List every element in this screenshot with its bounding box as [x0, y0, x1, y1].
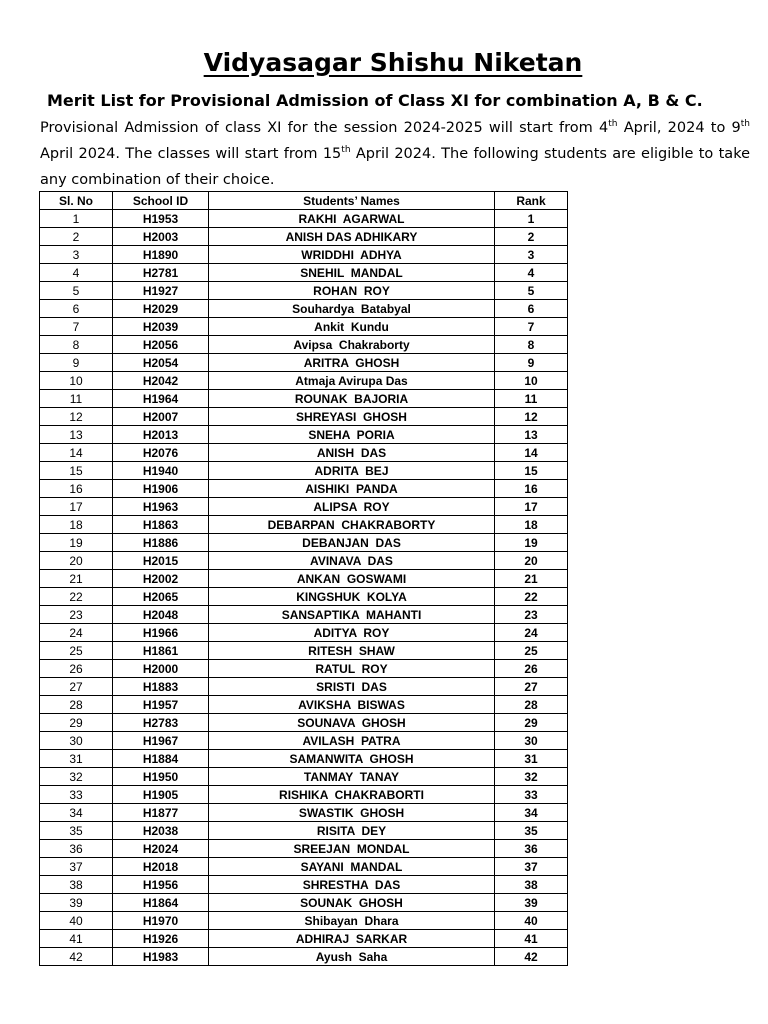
- school-id-cell: H1883: [113, 678, 209, 696]
- table-row: [40, 948, 568, 966]
- school-id-cell: H1940: [113, 462, 209, 480]
- table-row: [40, 210, 568, 228]
- school-id-cell: H2038: [113, 822, 209, 840]
- sl-no-cell: 3: [40, 246, 113, 264]
- sl-no-cell: 19: [40, 534, 113, 552]
- table-row: [40, 858, 568, 876]
- table-body: [40, 210, 568, 966]
- table-row: [40, 300, 568, 318]
- rank-cell: 11: [495, 390, 568, 408]
- rank-cell: 26: [495, 660, 568, 678]
- rank-cell: 31: [495, 750, 568, 768]
- student-name-cell: SAMANWITA GHOSH: [209, 750, 495, 768]
- student-name-cell: ADRITA BEJ: [209, 462, 495, 480]
- sl-no-cell: 1: [40, 210, 113, 228]
- student-name-cell: SANSAPTIKA MAHANTI: [209, 606, 495, 624]
- school-id-cell: H1863: [113, 516, 209, 534]
- sl-no-cell: 42: [40, 948, 113, 966]
- school-id-cell: H1957: [113, 696, 209, 714]
- sl-no-cell: 33: [40, 786, 113, 804]
- sl-no-cell: 4: [40, 264, 113, 282]
- rank-cell: 8: [495, 336, 568, 354]
- student-name-cell: RISHIKA CHAKRABORTI: [209, 786, 495, 804]
- sl-no-cell: 13: [40, 426, 113, 444]
- sl-no-cell: 39: [40, 894, 113, 912]
- rank-cell: 40: [495, 912, 568, 930]
- school-id-cell: H1970: [113, 912, 209, 930]
- sl-no-cell: 22: [40, 588, 113, 606]
- table-row: [40, 462, 568, 480]
- student-name-cell: SREEJAN MONDAL: [209, 840, 495, 858]
- school-id-cell: H1864: [113, 894, 209, 912]
- sl-no-cell: 2: [40, 228, 113, 246]
- sl-no-cell: 7: [40, 318, 113, 336]
- sl-no-cell: 28: [40, 696, 113, 714]
- merit-table: [39, 191, 568, 966]
- table-row: [40, 336, 568, 354]
- school-id-cell: H1964: [113, 390, 209, 408]
- sl-no-cell: 35: [40, 822, 113, 840]
- table-row: [40, 228, 568, 246]
- table-row: [40, 678, 568, 696]
- rank-cell: 7: [495, 318, 568, 336]
- rank-cell: 13: [495, 426, 568, 444]
- sl-no-cell: 23: [40, 606, 113, 624]
- column-header-rank: Rank: [495, 192, 568, 210]
- rank-cell: 29: [495, 714, 568, 732]
- table-row: [40, 912, 568, 930]
- student-name-cell: WRIDDHI ADHYA: [209, 246, 495, 264]
- student-name-cell: DEBANJAN DAS: [209, 534, 495, 552]
- student-name-cell: ADITYA ROY: [209, 624, 495, 642]
- rank-cell: 3: [495, 246, 568, 264]
- student-name-cell: SHREYASI GHOSH: [209, 408, 495, 426]
- student-name-cell: SWASTIK GHOSH: [209, 804, 495, 822]
- column-header-school-id: School ID: [113, 192, 209, 210]
- sl-no-cell: 26: [40, 660, 113, 678]
- sl-no-cell: 16: [40, 480, 113, 498]
- sl-no-cell: 32: [40, 768, 113, 786]
- sl-no-cell: 8: [40, 336, 113, 354]
- sl-no-cell: 34: [40, 804, 113, 822]
- sl-no-cell: 5: [40, 282, 113, 300]
- sl-no-cell: 31: [40, 750, 113, 768]
- student-name-cell: DEBARPAN CHAKRABORTY: [209, 516, 495, 534]
- rank-cell: 17: [495, 498, 568, 516]
- school-id-cell: H2065: [113, 588, 209, 606]
- sl-no-cell: 25: [40, 642, 113, 660]
- table-row: [40, 696, 568, 714]
- table-row: [40, 894, 568, 912]
- table-row: [40, 642, 568, 660]
- student-name-cell: SRISTI DAS: [209, 678, 495, 696]
- school-id-cell: H1884: [113, 750, 209, 768]
- table-row: [40, 876, 568, 894]
- table-row: [40, 768, 568, 786]
- student-name-cell: ANISH DAS ADHIKARY: [209, 228, 495, 246]
- table-row: [40, 534, 568, 552]
- table-row: [40, 282, 568, 300]
- rank-cell: 12: [495, 408, 568, 426]
- table-row: [40, 426, 568, 444]
- school-id-cell: H2054: [113, 354, 209, 372]
- student-name-cell: SOUNAK GHOSH: [209, 894, 495, 912]
- rank-cell: 36: [495, 840, 568, 858]
- student-name-cell: Shibayan Dhara: [209, 912, 495, 930]
- sl-no-cell: 10: [40, 372, 113, 390]
- student-name-cell: ADHIRAJ SARKAR: [209, 930, 495, 948]
- student-name-cell: SNEHA PORIA: [209, 426, 495, 444]
- column-header-sl-no: Sl. No: [40, 192, 113, 210]
- sl-no-cell: 37: [40, 858, 113, 876]
- school-id-cell: H1861: [113, 642, 209, 660]
- rank-cell: 34: [495, 804, 568, 822]
- sl-no-cell: 30: [40, 732, 113, 750]
- rank-cell: 32: [495, 768, 568, 786]
- sl-no-cell: 21: [40, 570, 113, 588]
- table-row: [40, 714, 568, 732]
- table-row: [40, 822, 568, 840]
- sl-no-cell: 9: [40, 354, 113, 372]
- school-id-cell: H2029: [113, 300, 209, 318]
- rank-cell: 1: [495, 210, 568, 228]
- rank-cell: 22: [495, 588, 568, 606]
- table-row: [40, 498, 568, 516]
- table-row: [40, 660, 568, 678]
- table-header-row: [40, 192, 568, 210]
- rank-cell: 42: [495, 948, 568, 966]
- school-id-cell: H1953: [113, 210, 209, 228]
- rank-cell: 20: [495, 552, 568, 570]
- admission-notice: [40, 115, 750, 193]
- student-name-cell: AVILASH PATRA: [209, 732, 495, 750]
- rank-cell: 5: [495, 282, 568, 300]
- sl-no-cell: 14: [40, 444, 113, 462]
- school-id-cell: H1956: [113, 876, 209, 894]
- sl-no-cell: 11: [40, 390, 113, 408]
- table-row: [40, 786, 568, 804]
- student-name-cell: ARITRA GHOSH: [209, 354, 495, 372]
- school-id-cell: H1877: [113, 804, 209, 822]
- table-row: [40, 840, 568, 858]
- sl-no-cell: 17: [40, 498, 113, 516]
- table-row: [40, 372, 568, 390]
- sl-no-cell: 29: [40, 714, 113, 732]
- rank-cell: 4: [495, 264, 568, 282]
- table-row: [40, 408, 568, 426]
- student-name-cell: RATUL ROY: [209, 660, 495, 678]
- student-name-cell: AISHIKI PANDA: [209, 480, 495, 498]
- sl-no-cell: 12: [40, 408, 113, 426]
- table-row: [40, 444, 568, 462]
- sl-no-cell: 24: [40, 624, 113, 642]
- student-name-cell: ANKAN GOSWAMI: [209, 570, 495, 588]
- rank-cell: 9: [495, 354, 568, 372]
- school-id-cell: H1926: [113, 930, 209, 948]
- table-row: [40, 354, 568, 372]
- rank-cell: 18: [495, 516, 568, 534]
- student-name-cell: ANISH DAS: [209, 444, 495, 462]
- school-id-cell: H2018: [113, 858, 209, 876]
- notice-text-3: April 2024. The classes will start from 15: [40, 146, 342, 162]
- table-row: [40, 588, 568, 606]
- student-name-cell: ALIPSA ROY: [209, 498, 495, 516]
- notice-text-4: April 2024. The following students are eligible to take any combination of their choice.: [40, 146, 750, 188]
- rank-cell: 21: [495, 570, 568, 588]
- rank-cell: 37: [495, 858, 568, 876]
- rank-cell: 24: [495, 624, 568, 642]
- rank-cell: 25: [495, 642, 568, 660]
- rank-cell: 2: [495, 228, 568, 246]
- student-name-cell: SOUNAVA GHOSH: [209, 714, 495, 732]
- rank-cell: 33: [495, 786, 568, 804]
- student-name-cell: Atmaja Avirupa Das: [209, 372, 495, 390]
- school-id-cell: H1983: [113, 948, 209, 966]
- rank-cell: 14: [495, 444, 568, 462]
- notice-sup-3: th: [341, 145, 351, 155]
- table-row: [40, 750, 568, 768]
- student-name-cell: AVIKSHA BISWAS: [209, 696, 495, 714]
- school-id-cell: H2013: [113, 426, 209, 444]
- school-id-cell: H2039: [113, 318, 209, 336]
- notice-text-2: April, 2024 to 9: [617, 120, 741, 136]
- school-id-cell: H2003: [113, 228, 209, 246]
- merit-list-subtitle: Merit List for Provisional Admission of Class XI for combination A, B & C.: [47, 91, 703, 110]
- sl-no-cell: 18: [40, 516, 113, 534]
- table-row: [40, 624, 568, 642]
- school-id-cell: H1886: [113, 534, 209, 552]
- student-name-cell: Souhardya Batabyal: [209, 300, 495, 318]
- column-header-student-name: Students’ Names: [209, 192, 495, 210]
- table-row: [40, 552, 568, 570]
- student-name-cell: SNEHIL MANDAL: [209, 264, 495, 282]
- school-id-cell: H2048: [113, 606, 209, 624]
- rank-cell: 30: [495, 732, 568, 750]
- rank-cell: 10: [495, 372, 568, 390]
- sl-no-cell: 38: [40, 876, 113, 894]
- rank-cell: 39: [495, 894, 568, 912]
- school-id-cell: H1950: [113, 768, 209, 786]
- student-name-cell: Ankit Kundu: [209, 318, 495, 336]
- school-id-cell: H1906: [113, 480, 209, 498]
- school-id-cell: H2783: [113, 714, 209, 732]
- school-id-cell: H1927: [113, 282, 209, 300]
- table-row: [40, 732, 568, 750]
- school-id-cell: H2000: [113, 660, 209, 678]
- school-id-cell: H1905: [113, 786, 209, 804]
- table-row: [40, 804, 568, 822]
- sl-no-cell: 41: [40, 930, 113, 948]
- rank-cell: 27: [495, 678, 568, 696]
- school-id-cell: H2007: [113, 408, 209, 426]
- rank-cell: 15: [495, 462, 568, 480]
- school-id-cell: H1967: [113, 732, 209, 750]
- sl-no-cell: 40: [40, 912, 113, 930]
- student-name-cell: TANMAY TANAY: [209, 768, 495, 786]
- student-name-cell: RITESH SHAW: [209, 642, 495, 660]
- rank-cell: 19: [495, 534, 568, 552]
- school-id-cell: H1963: [113, 498, 209, 516]
- rank-cell: 38: [495, 876, 568, 894]
- school-id-cell: H2015: [113, 552, 209, 570]
- school-id-cell: H2002: [113, 570, 209, 588]
- rank-cell: 41: [495, 930, 568, 948]
- table-row: [40, 570, 568, 588]
- sl-no-cell: 20: [40, 552, 113, 570]
- school-id-cell: H2024: [113, 840, 209, 858]
- school-id-cell: H1890: [113, 246, 209, 264]
- table-row: [40, 264, 568, 282]
- table-row: [40, 516, 568, 534]
- school-title: Vidyasagar Shishu Niketan: [203, 48, 583, 77]
- table-row: [40, 390, 568, 408]
- school-id-cell: H2056: [113, 336, 209, 354]
- student-name-cell: RAKHI AGARWAL: [209, 210, 495, 228]
- notice-sup-1: th: [608, 119, 618, 129]
- sl-no-cell: 27: [40, 678, 113, 696]
- rank-cell: 23: [495, 606, 568, 624]
- student-name-cell: Avipsa Chakraborty: [209, 336, 495, 354]
- rank-cell: 28: [495, 696, 568, 714]
- sl-no-cell: 36: [40, 840, 113, 858]
- table-row: [40, 246, 568, 264]
- table-row: [40, 480, 568, 498]
- sl-no-cell: 6: [40, 300, 113, 318]
- school-id-cell: H1966: [113, 624, 209, 642]
- student-name-cell: ROHAN ROY: [209, 282, 495, 300]
- school-id-cell: H2076: [113, 444, 209, 462]
- notice-sup-2: th: [740, 119, 750, 129]
- student-name-cell: KINGSHUK KOLYA: [209, 588, 495, 606]
- student-name-cell: Ayush Saha: [209, 948, 495, 966]
- sl-no-cell: 15: [40, 462, 113, 480]
- student-name-cell: SHRESTHA DAS: [209, 876, 495, 894]
- table-row: [40, 930, 568, 948]
- rank-cell: 16: [495, 480, 568, 498]
- student-name-cell: AVINAVA DAS: [209, 552, 495, 570]
- notice-text-1: Provisional Admission of class XI for the session 2024-2025 will start from 4: [40, 120, 609, 136]
- rank-cell: 35: [495, 822, 568, 840]
- table-row: [40, 318, 568, 336]
- student-name-cell: SAYANI MANDAL: [209, 858, 495, 876]
- school-id-cell: H2042: [113, 372, 209, 390]
- table-row: [40, 606, 568, 624]
- school-id-cell: H2781: [113, 264, 209, 282]
- rank-cell: 6: [495, 300, 568, 318]
- student-name-cell: RISITA DEY: [209, 822, 495, 840]
- student-name-cell: ROUNAK BAJORIA: [209, 390, 495, 408]
